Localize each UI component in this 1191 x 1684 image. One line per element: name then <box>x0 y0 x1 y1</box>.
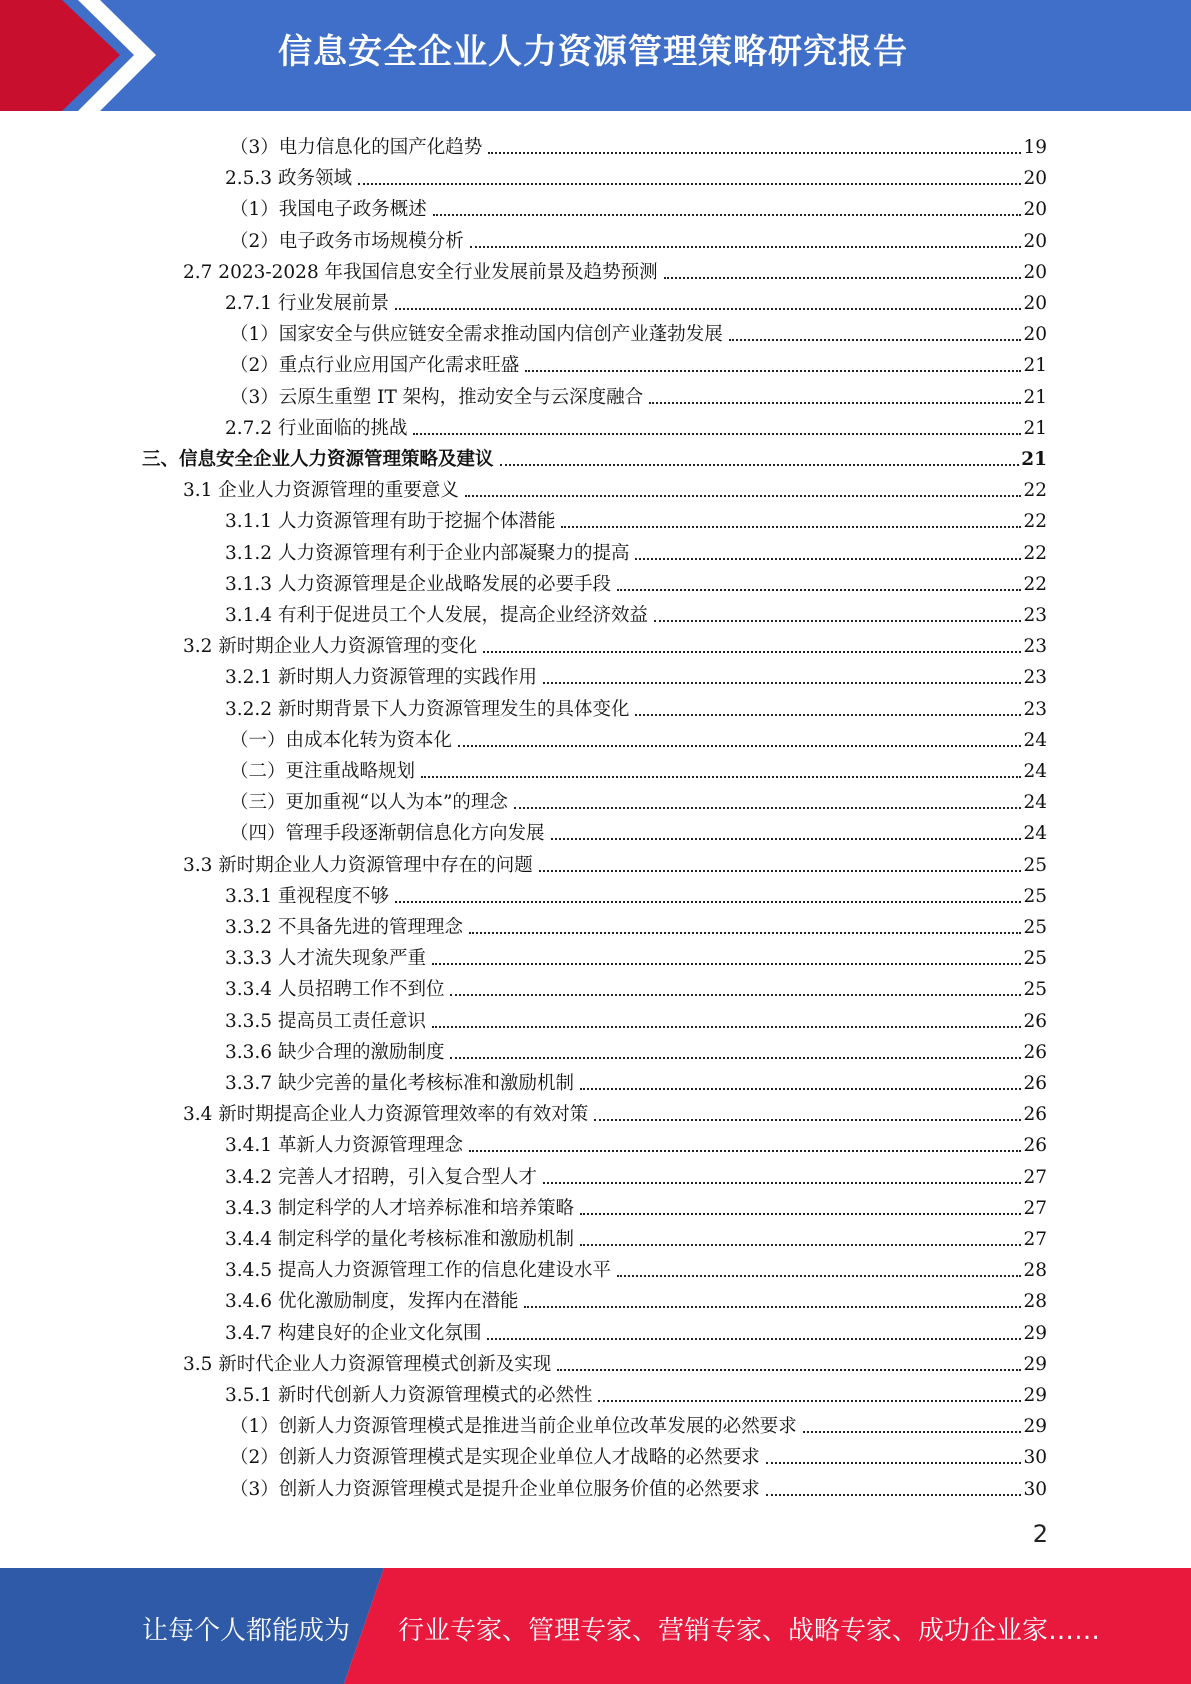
toc-entry[interactable] <box>230 1407 1047 1438</box>
toc-entry-page: 20 <box>1023 261 1047 283</box>
toc-entry-page: 26 <box>1023 1073 1047 1094</box>
toc-dot-leader <box>470 245 1022 248</box>
toc-entry-page: 20 <box>1023 199 1047 221</box>
toc-entry-page: 30 <box>1023 1478 1047 1500</box>
toc-entry-page: 26 <box>1023 1135 1047 1157</box>
toc-entry-label: （3）电力信息化的国产化趋势 <box>230 137 483 158</box>
toc-entry-page: 25 <box>1023 948 1047 970</box>
toc-entry-label: 3.3.3 人才流失现象严重 <box>225 948 426 970</box>
toc-entry[interactable] <box>183 1095 1047 1126</box>
toc-entry-page: 22 <box>1023 480 1047 502</box>
toc-entry[interactable] <box>225 159 1047 190</box>
toc-entry-page: 28 <box>1023 1291 1047 1313</box>
toc-entry-label: （2）电子政务市场规模分析 <box>230 230 464 252</box>
toc-dot-leader <box>413 432 1021 435</box>
toc-entry-page: 29 <box>1023 1416 1047 1438</box>
toc-entry[interactable] <box>183 253 1047 284</box>
toc-dot-leader <box>539 869 1022 872</box>
toc-entry-page: 24 <box>1023 729 1047 751</box>
toc-entry-page: 24 <box>1023 823 1047 845</box>
toc-dot-leader <box>580 1212 1021 1215</box>
toc-entry-page: 21 <box>1023 386 1047 408</box>
toc-entry-page: 27 <box>1023 1197 1047 1219</box>
toc-entry[interactable] <box>230 1438 1047 1469</box>
toc-dot-leader <box>635 557 1021 560</box>
toc-entry-page: 26 <box>1023 1010 1047 1032</box>
toc-entry[interactable] <box>230 814 1047 845</box>
toc-entry-page: 24 <box>1023 761 1047 782</box>
header-arrow-decoration <box>0 0 160 111</box>
toc-entry[interactable] <box>225 1126 1047 1157</box>
toc-dot-leader <box>450 993 1021 996</box>
toc-entry[interactable] <box>230 783 1047 814</box>
toc-entry-page: 29 <box>1023 1322 1047 1344</box>
toc-dot-leader <box>465 494 1022 497</box>
toc-dot-leader <box>395 900 1021 903</box>
toc-entry-label: （一）由成本化转为资本化 <box>230 729 453 751</box>
toc-entry-label: 3.5 新时代企业人力资源管理模式创新及实现 <box>183 1353 552 1375</box>
toc-entry-label: 2.5.3 政务领域 <box>225 168 352 190</box>
toc-entry[interactable] <box>225 908 1047 939</box>
toc-dot-leader <box>450 1056 1021 1059</box>
toc-entry[interactable] <box>225 1064 1047 1095</box>
toc-entry-page: 19 <box>1023 137 1047 158</box>
toc-dot-leader <box>421 775 1021 778</box>
toc-entry[interactable] <box>225 1002 1047 1033</box>
toc-entry-label: 3.4.5 提高人力资源管理工作的信息化建设水平 <box>225 1260 611 1282</box>
toc-entry[interactable] <box>230 346 1047 377</box>
toc-entry-label: 3.5.1 新时代创新人力资源管理模式的必然性 <box>225 1385 593 1406</box>
toc-entry-label: （1）我国电子政务概述 <box>230 199 427 221</box>
toc-entry-label: 2.7 2023-2028 年我国信息安全行业发展前景及趋势预测 <box>183 261 658 283</box>
toc-entry[interactable] <box>225 596 1047 627</box>
toc-entry-page: 25 <box>1023 885 1047 907</box>
toc-entry-label: （四）管理手段逐渐朝信息化方向发展 <box>230 823 545 845</box>
toc-entry-page: 30 <box>1023 1447 1047 1469</box>
toc-dot-leader <box>395 307 1021 310</box>
toc-entry-page: 23 <box>1023 605 1047 626</box>
toc-entry[interactable] <box>230 315 1047 346</box>
toc-entry-page: 23 <box>1023 698 1047 720</box>
toc-entry[interactable] <box>230 128 1047 159</box>
toc-dot-leader <box>766 1493 1022 1496</box>
toc-dot-leader <box>543 1181 1021 1184</box>
toc-entry-page: 21 <box>1023 355 1047 377</box>
toc-entry-label: 3.4.7 构建良好的企业文化氛围 <box>225 1322 482 1344</box>
toc-entry[interactable] <box>183 846 1047 877</box>
toc-dot-leader <box>580 1087 1021 1090</box>
toc-entry[interactable] <box>225 658 1047 689</box>
toc-entry-label: 2.7.1 行业发展前景 <box>225 293 389 314</box>
toc-entry-label: 3.3.2 不具备先进的管理理念 <box>225 917 463 938</box>
toc-entry-label: （2）创新人力资源管理模式是实现企业单位人才战略的必然要求 <box>230 1447 760 1469</box>
toc-entry[interactable] <box>230 752 1047 783</box>
toc-dot-leader <box>557 1368 1021 1371</box>
toc-entry-page: 27 <box>1023 1229 1047 1250</box>
toc-entry-label: 3.1.4 有利于促进员工个人发展，提高企业经济效益 <box>225 605 648 626</box>
toc-entry-label: 3.2 新时期企业人力资源管理的变化 <box>183 636 478 658</box>
toc-dot-leader <box>432 1025 1021 1028</box>
toc-entry-label: 3.3.7 缺少完善的量化考核标准和激励机制 <box>225 1073 574 1094</box>
toc-entry-page: 22 <box>1023 542 1047 564</box>
toc-entry-label: 三、信息安全企业人力资源管理策略及建议 <box>142 449 494 470</box>
toc-entry-page: 23 <box>1023 667 1047 689</box>
toc-dot-leader <box>580 1243 1021 1246</box>
toc-dot-leader <box>561 525 1021 528</box>
toc-entry-label: 2.7.2 行业面临的挑战 <box>225 417 408 439</box>
toc-entry[interactable] <box>225 565 1047 596</box>
toc-entry-label: 3.3 新时期企业人力资源管理中存在的问题 <box>183 854 533 876</box>
toc-dot-leader <box>649 401 1021 404</box>
toc-entry-page: 20 <box>1023 293 1047 314</box>
toc-entry-label: （1）国家安全与供应链安全需求推动国内信创产业蓬勃发展 <box>230 324 723 346</box>
toc-dot-leader <box>469 931 1021 934</box>
toc-dot-leader <box>488 151 1021 154</box>
toc-entry-label: 3.2.2 新时期背景下人力资源管理发生的具体变化 <box>225 698 630 720</box>
page-number: 2 <box>1032 1520 1048 1548</box>
footer-slogan-left: 让每个人都能成为 <box>142 1616 351 1646</box>
toc-entry-label: 3.4.2 完善人才招聘，引入复合型人才 <box>225 1166 537 1188</box>
toc-dot-leader <box>594 1118 1021 1121</box>
toc-dot-leader <box>551 837 1022 840</box>
toc-entry[interactable] <box>230 190 1047 221</box>
toc-dot-leader <box>543 681 1021 684</box>
toc-dot-leader <box>525 369 1021 372</box>
toc-entry-page: 21 <box>1023 417 1047 439</box>
toc-entry-label: 3.4.1 革新人力资源管理理念 <box>225 1135 463 1157</box>
toc-entry-page: 21 <box>1021 449 1047 470</box>
toc-entry-page: 25 <box>1023 917 1047 938</box>
toc-dot-leader <box>598 1399 1021 1402</box>
toc-entry[interactable] <box>183 627 1047 658</box>
toc-entry-label: 3.4.3 制定科学的人才培养标准和培养策略 <box>225 1197 574 1219</box>
toc-entry-label: 3.3.5 提高员工责任意识 <box>225 1010 426 1032</box>
toc-entry[interactable] <box>225 502 1047 533</box>
toc-entry-page: 22 <box>1023 511 1047 533</box>
toc-entry-label: （2）重点行业应用国产化需求旺盛 <box>230 355 520 377</box>
toc-entry[interactable] <box>225 1314 1047 1345</box>
toc-entry-label: （1）创新人力资源管理模式是推进当前企业单位改革发展的必然要求 <box>230 1416 797 1438</box>
toc-entry-page: 22 <box>1023 573 1047 595</box>
toc-entry-label: 3.3.6 缺少合理的激励制度 <box>225 1041 445 1063</box>
toc-entry-label: （3）云原生重塑 IT 架构，推动安全与云深度融合 <box>230 386 644 408</box>
toc-dot-leader <box>500 463 1020 466</box>
toc-entry[interactable] <box>225 877 1047 908</box>
toc-entry[interactable] <box>225 284 1047 315</box>
toc-entry-page: 25 <box>1023 854 1047 876</box>
toc-entry-label: （3）创新人力资源管理模式是提升企业单位服务价值的必然要求 <box>230 1478 760 1500</box>
toc-entry[interactable] <box>225 1189 1047 1220</box>
toc-entry-page: 29 <box>1023 1353 1047 1375</box>
toc-dot-leader <box>432 962 1021 965</box>
toc-entry[interactable] <box>225 1158 1047 1189</box>
toc-entry[interactable] <box>183 471 1047 502</box>
toc-entry[interactable] <box>225 1376 1047 1407</box>
page-footer <box>0 1568 1191 1684</box>
toc-entry-page: 26 <box>1023 1041 1047 1063</box>
toc-entry[interactable] <box>225 939 1047 970</box>
toc-entry-page: 20 <box>1023 230 1047 252</box>
page-header <box>0 0 1191 111</box>
toc-dot-leader <box>483 650 1021 653</box>
toc-entry-page: 29 <box>1023 1385 1047 1406</box>
toc-entry[interactable] <box>142 440 1047 471</box>
toc-entry[interactable] <box>225 1220 1047 1251</box>
footer-slogan-right: 行业专家、管理专家、营销专家、战略专家、成功企业家…… <box>398 1616 1101 1646</box>
toc-dot-leader <box>729 338 1022 341</box>
toc-dot-leader <box>664 276 1022 279</box>
toc-dot-leader <box>617 588 1021 591</box>
toc-entry-page: 20 <box>1023 324 1047 346</box>
toc-entry-label: 3.3.1 重视程度不够 <box>225 885 389 907</box>
toc-entry[interactable] <box>225 1251 1047 1282</box>
toc-entry-page: 28 <box>1023 1260 1047 1282</box>
toc-entry-label: 3.2.1 新时期人力资源管理的实践作用 <box>225 667 537 689</box>
toc-dot-leader <box>654 619 1021 622</box>
toc-entry-page: 23 <box>1023 636 1047 658</box>
toc-entry-label: 3.4.6 优化激励制度，发挥内在潜能 <box>225 1291 519 1313</box>
toc-dot-leader <box>458 744 1021 747</box>
toc-entry-label: 3.4 新时期提高企业人力资源管理效率的有效对策 <box>183 1104 589 1126</box>
toc-dot-leader <box>358 182 1022 185</box>
toc-entry[interactable] <box>225 690 1047 721</box>
toc-dot-leader <box>803 1430 1022 1433</box>
toc-entry[interactable] <box>225 1033 1047 1064</box>
toc-entry-page: 20 <box>1023 168 1047 190</box>
toc-dot-leader <box>617 1274 1021 1277</box>
toc-entry[interactable] <box>183 1345 1047 1376</box>
toc-entry-label: 3.4.4 制定科学的量化考核标准和激励机制 <box>225 1229 574 1250</box>
toc-entry-page: 24 <box>1023 792 1047 814</box>
toc-dot-leader <box>469 1149 1021 1152</box>
toc-entry-label: （三）更加重视“以人为本”的理念 <box>230 792 508 814</box>
toc-entry[interactable] <box>225 534 1047 565</box>
toc-entry[interactable] <box>230 378 1047 409</box>
toc-entry-label: 3.1.1 人力资源管理有助于挖掘个体潜能 <box>225 511 556 533</box>
toc-entry[interactable] <box>225 970 1047 1001</box>
toc-entry-label: （二）更注重战略规划 <box>230 761 416 782</box>
toc-entry-label: 3.1.2 人力资源管理有利于企业内部凝聚力的提高 <box>225 542 630 564</box>
toc-dot-leader <box>487 1337 1021 1340</box>
toc-entry-page: 26 <box>1023 1104 1047 1126</box>
toc-entry[interactable] <box>230 222 1047 253</box>
toc-entry[interactable] <box>230 1470 1047 1501</box>
toc-dot-leader <box>514 806 1022 809</box>
toc-entry-label: 3.1.3 人力资源管理是企业战略发展的必要手段 <box>225 573 611 595</box>
toc-entry[interactable] <box>230 721 1047 752</box>
toc-entry[interactable] <box>225 409 1047 440</box>
toc-dot-leader <box>524 1305 1021 1308</box>
toc-dot-leader <box>766 1461 1022 1464</box>
toc-entry-page: 25 <box>1023 979 1047 1001</box>
toc-entry-label: 3.1 企业人力资源管理的重要意义 <box>183 480 459 502</box>
toc-entry-label: 3.3.4 人员招聘工作不到位 <box>225 979 445 1001</box>
toc-dot-leader <box>635 713 1021 716</box>
report-title: 信息安全企业人力资源管理策略研究报告 <box>278 32 908 72</box>
toc-entry-page: 27 <box>1023 1166 1047 1188</box>
toc-entry[interactable] <box>225 1282 1047 1313</box>
toc-dot-leader <box>433 213 1022 216</box>
